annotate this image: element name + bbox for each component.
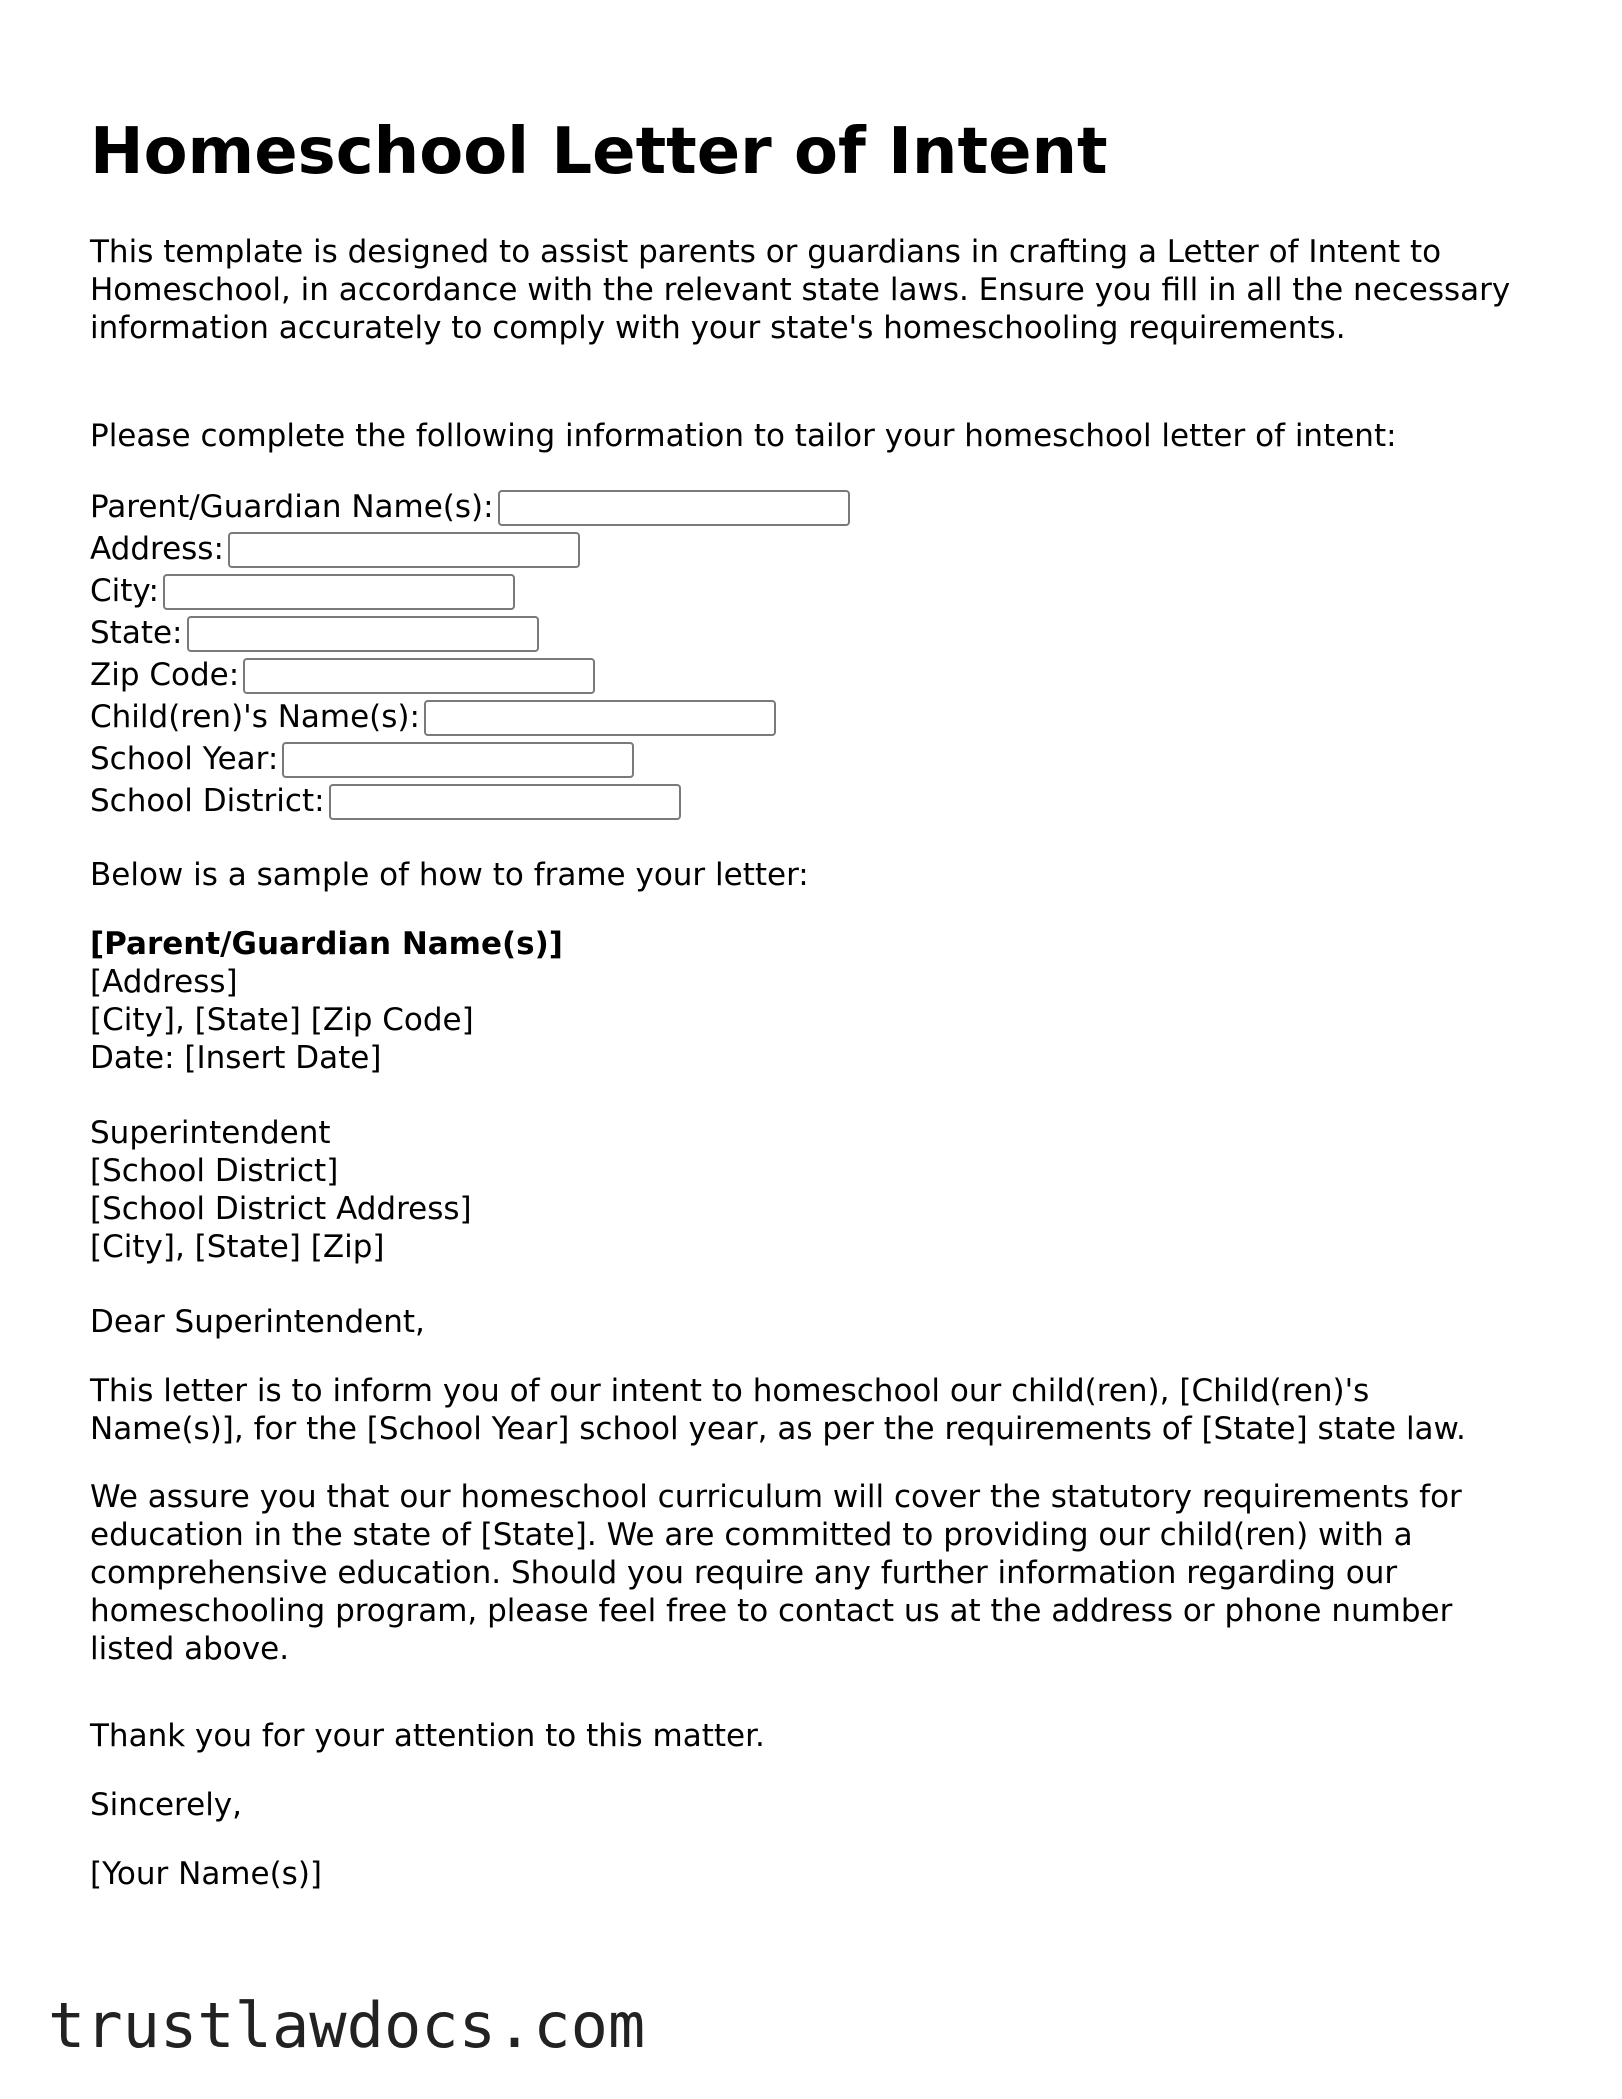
- form-row-zip: [90, 654, 850, 696]
- body-paragraph-1: This letter is to inform you of our intent to homeschool our child(ren), [Child(ren)'s Name(s)], for the [School Year] school year, as per the requirements of [State] state law.: [90, 1373, 1466, 1447]
- address-input[interactable]: [228, 532, 580, 568]
- sender-address: [Address]: [90, 964, 238, 1000]
- form-row-city: [90, 570, 850, 612]
- sender-city-state-zip: [City], [State] [Zip Code]: [90, 1002, 474, 1038]
- zip-label: Zip Code:: [90, 657, 240, 693]
- school-district-input[interactable]: [329, 784, 681, 820]
- recipient-block: [90, 1114, 1530, 1266]
- info-form: [90, 486, 850, 822]
- school-district-label: School District:: [90, 783, 325, 819]
- sender-name: [Parent/Guardian Name(s)]: [90, 926, 563, 962]
- school-year-label: School Year:: [90, 741, 279, 777]
- form-row-school-district: [90, 780, 850, 822]
- signature-placeholder: [Your Name(s)]: [90, 1856, 323, 1892]
- thanks-line: Thank you for your attention to this matter.: [90, 1718, 765, 1754]
- closing: Sincerely,: [90, 1787, 243, 1823]
- body-paragraph-2: We assure you that our homeschool curriculum will cover the statutory requirements for education in the state of [State]. We are committed to providing our child(ren) with a comprehensive education. Should you require any further information regarding our homeschooling program, please feel free to contact us at the address or phone number listed above.: [90, 1479, 1462, 1667]
- site-watermark: trustlawdocs.com: [48, 1989, 646, 2062]
- form-row-parent-name: [90, 486, 850, 528]
- state-input[interactable]: [187, 616, 539, 652]
- city-input[interactable]: [163, 574, 515, 610]
- salutation: Dear Superintendent,: [90, 1304, 425, 1340]
- sender-date: Date: [Insert Date]: [90, 1040, 382, 1076]
- parent-name-label: Parent/Guardian Name(s):: [90, 489, 494, 525]
- sender-block: [90, 925, 1530, 1077]
- form-row-state: [90, 612, 850, 654]
- school-year-input[interactable]: [282, 742, 634, 778]
- form-row-school-year: [90, 738, 850, 780]
- form-row-children: [90, 696, 850, 738]
- intro-paragraph: This template is designed to assist parents or guardians in crafting a Letter of Intent to Homeschool, in accordance with the relevant state laws. Ensure you fill in all the necessary information accurately to comply with your state's homeschooling requirements.: [90, 234, 1511, 346]
- recipient-city-state-zip: [City], [State] [Zip]: [90, 1229, 385, 1265]
- sample-intro: Below is a sample of how to frame your letter:: [90, 857, 809, 893]
- recipient-title: Superintendent: [90, 1115, 331, 1151]
- form-row-address: [90, 528, 850, 570]
- form-prompt: Please complete the following information to tailor your homeschool letter of intent:: [90, 418, 1397, 454]
- recipient-district: [School District]: [90, 1153, 339, 1189]
- recipient-district-address: [School District Address]: [90, 1191, 472, 1227]
- address-label: Address:: [90, 531, 224, 567]
- children-name-input[interactable]: [424, 700, 776, 736]
- zip-input[interactable]: [243, 658, 595, 694]
- city-label: City:: [90, 573, 159, 609]
- children-name-label: Child(ren)'s Name(s):: [90, 699, 420, 735]
- parent-name-input[interactable]: [498, 490, 850, 526]
- state-label: State:: [90, 615, 183, 651]
- page-title: Homeschool Letter of Intent: [90, 115, 1108, 189]
